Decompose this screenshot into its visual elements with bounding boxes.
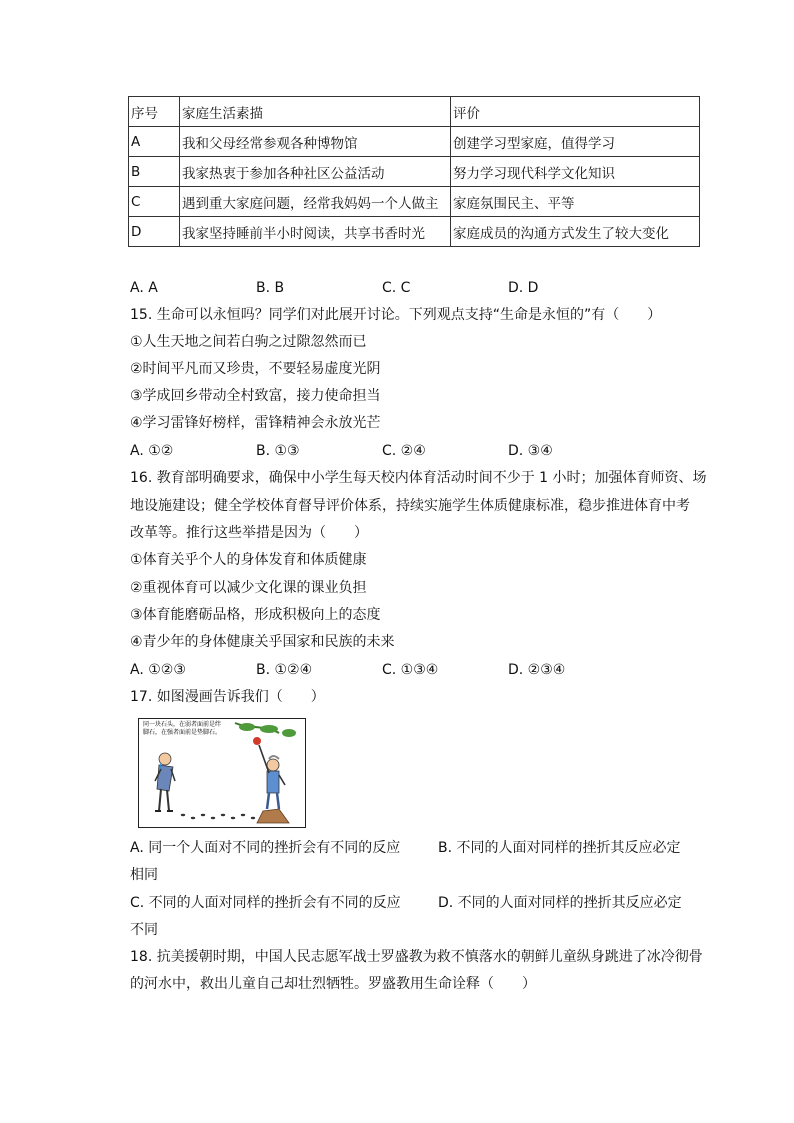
table-header-cell: 序号 bbox=[129, 97, 180, 127]
q16-option-a[interactable]: A. ①②③ bbox=[130, 662, 186, 678]
table-cell: 我家热衷于参加各种社区公益活动 bbox=[180, 157, 451, 187]
apple-icon bbox=[253, 737, 261, 745]
q15-item-3: ③学成回乡带动全村致富，接力使命担当 bbox=[130, 388, 381, 404]
q16-stem-line: 16. 教育部明确要求，确保中小学生每天校内体育活动时间不少于 1 小时；加强体育师资、场 bbox=[130, 470, 707, 486]
table-cell: 我和父母经常参观各种博物馆 bbox=[180, 127, 451, 157]
table-row bbox=[129, 217, 700, 247]
q16-stem-line: 改革等。推行这些举措是因为（ ） bbox=[130, 525, 368, 541]
q16-option-b[interactable]: B. ①②④ bbox=[256, 662, 313, 678]
cartoon-caption: 同一块石头，在弱者面前是绊脚石，在强者面前是垫脚石。 bbox=[143, 721, 222, 736]
q17-option-a[interactable]: A. 同一个人面对不同的挫折会有不同的反应 bbox=[130, 840, 401, 856]
table-cell: 家庭成员的沟通方式发生了较大变化 bbox=[451, 217, 700, 247]
table-row bbox=[129, 157, 700, 187]
q15-item-2: ②时间平凡而又珍贵，不要轻易虚度光阴 bbox=[130, 361, 381, 377]
q15-option-a[interactable]: A. ①② bbox=[130, 443, 174, 459]
table-header-cell: 评价 bbox=[451, 97, 700, 127]
q18-stem-line: 18. 抗美援朝时期，中国人民志愿军战士罗盛教为救不慎落水的朝鲜儿童纵身跳进了冰冷彻骨 bbox=[130, 949, 703, 965]
cartoon-image bbox=[138, 718, 306, 828]
q15-option-d[interactable]: D. ③④ bbox=[508, 443, 553, 459]
table-row bbox=[129, 187, 700, 217]
table-row bbox=[129, 127, 700, 157]
q15-item-1: ①人生天地之间若白驹之过隙忽然而已 bbox=[130, 334, 367, 350]
q16-stem-line: 地设施建设；健全学校体育督导评价体系，持续实施学生体质健康标准，稳步推进体育中考 bbox=[130, 498, 690, 514]
q15-stem: 15. 生命可以永恒吗？同学们对此展开讨论。下列观点支持“生命是永恒的”有（ ） bbox=[130, 307, 662, 323]
q17-stem: 17. 如图漫画告诉我们（ ） bbox=[130, 689, 325, 705]
table-cell: 我家坚持睡前半小时阅读，共享书香时光 bbox=[180, 217, 451, 247]
q16-item-3: ③体育能磨砺品格，形成积极向上的态度 bbox=[130, 607, 381, 623]
q15-item-4: ④学习雷锋好榜样，雷锋精神会永放光芒 bbox=[130, 415, 381, 431]
q14-option-c[interactable]: C. C bbox=[382, 280, 411, 296]
q18-stem-line: 的河水中，救出儿童自己却壮烈牺牲。罗盛教用生命诠释（ ） bbox=[130, 976, 536, 992]
table-cell: C bbox=[129, 187, 180, 217]
table-header-row bbox=[129, 97, 700, 127]
q16-option-c[interactable]: C. ①③④ bbox=[382, 662, 439, 678]
table-cell: D bbox=[129, 217, 180, 247]
q14-option-b[interactable]: B. B bbox=[256, 280, 285, 296]
table-cell: A bbox=[129, 127, 180, 157]
q16-item-2: ②重视体育可以减少文化课的课业负担 bbox=[130, 580, 367, 596]
table-cell: B bbox=[129, 157, 180, 187]
q15-option-c[interactable]: C. ②④ bbox=[382, 443, 426, 459]
q16-option-d[interactable]: D. ②③④ bbox=[508, 662, 566, 678]
q14-option-d[interactable]: D. D bbox=[508, 280, 539, 296]
q17-option-b-continued[interactable]: 相同 bbox=[130, 867, 158, 883]
table-cell: 努力学习现代科学文化知识 bbox=[451, 157, 700, 187]
q16-item-1: ①体育关乎个人的身体发育和体质健康 bbox=[130, 552, 367, 568]
q17-option-c[interactable]: C. 不同的人面对同样的挫折会有不同的反应 bbox=[130, 895, 401, 911]
q14-option-a[interactable]: A. A bbox=[130, 280, 158, 296]
stone-icon bbox=[257, 809, 289, 823]
q17-option-d[interactable]: D. 不同的人面对同样的挫折其反应必定 bbox=[438, 895, 682, 911]
cartoon-drawing bbox=[139, 719, 305, 827]
q16-item-4: ④青少年的身体健康关乎国家和民族的未来 bbox=[130, 634, 395, 650]
table-cell: 遇到重大家庭问题，经常我妈妈一个人做主 bbox=[180, 187, 451, 217]
q17-option-b[interactable]: B. 不同的人面对同样的挫折其反应必定 bbox=[438, 840, 681, 856]
table-cell: 家庭氛围民主、平等 bbox=[451, 187, 700, 217]
family-life-table bbox=[128, 96, 700, 247]
table-cell: 创建学习型家庭，值得学习 bbox=[451, 127, 700, 157]
table-header-cell: 家庭生活素描 bbox=[180, 97, 451, 127]
q15-option-b[interactable]: B. ①③ bbox=[256, 443, 300, 459]
q17-option-d-continued[interactable]: 不同 bbox=[130, 922, 158, 938]
